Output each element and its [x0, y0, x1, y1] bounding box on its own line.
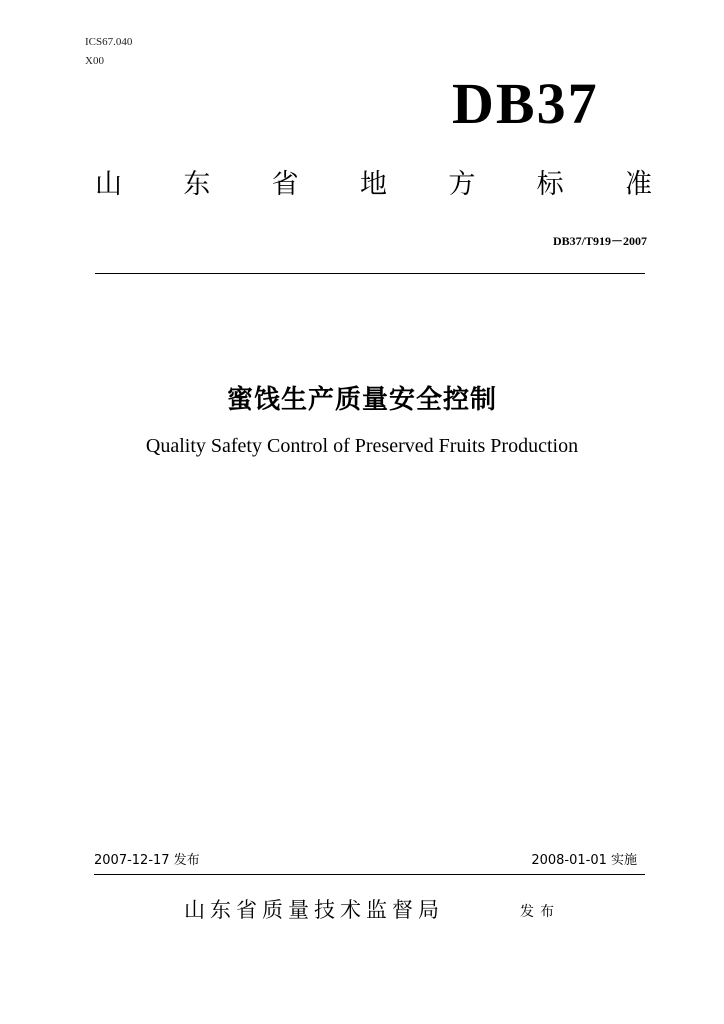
db-code: DB37: [452, 71, 599, 136]
header-divider: [95, 273, 645, 274]
standard-type-char: 准: [624, 169, 652, 200]
standard-type-char: 方: [448, 169, 476, 200]
issue-action: 发布: [520, 904, 560, 920]
classification-code: X00: [85, 55, 104, 67]
ics-code: ICS67.040: [85, 36, 133, 48]
issuing-authority: 山东省质量技术监督局: [184, 898, 444, 922]
standard-type-char: 东: [183, 169, 211, 200]
title-english: Quality Safety Control of Preserved Fruits Production: [145, 435, 579, 457]
implementation-date: 2008-01-01 实施: [531, 853, 637, 868]
footer-divider: [94, 874, 645, 875]
standard-type-label: [95, 167, 652, 203]
title-chinese: 蜜饯生产质量安全控制: [226, 385, 497, 415]
standard-type-char: 标: [536, 169, 564, 200]
standard-type-char: 山: [95, 169, 122, 200]
issue-date: 2007-12-17 发布: [94, 853, 200, 868]
standard-type-char: 省: [271, 169, 299, 200]
standard-number: DB37/T919－2007: [552, 234, 647, 248]
standard-type-char: 地: [359, 169, 387, 200]
